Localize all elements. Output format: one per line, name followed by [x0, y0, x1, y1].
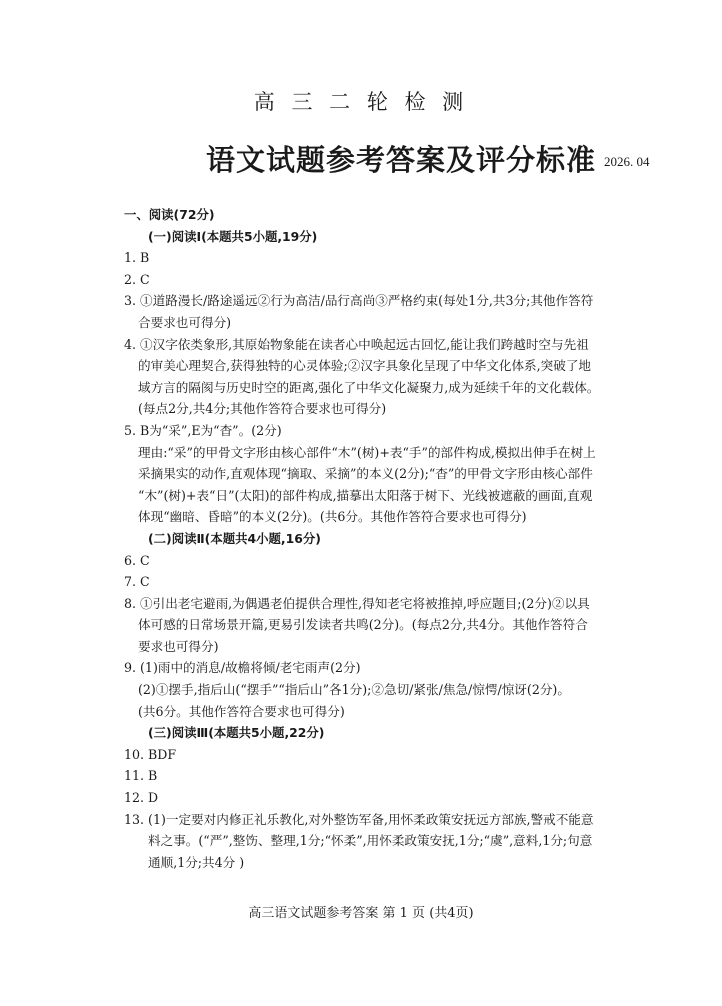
answer-line: 11. B — [124, 768, 158, 784]
exam-date: 2026. 04 — [604, 154, 650, 169]
answer-line: (每点2分,共4分;其他作答符合要求也可得分) — [138, 401, 387, 417]
answer-line: 合要求也可得分) — [138, 314, 232, 330]
exam-subtitle: 高 三 二 轮 检 测 — [253, 90, 469, 114]
subsection-heading: (三)阅读Ⅲ(本题共5小题,22分) — [148, 725, 325, 741]
answer-line: (2)①摆手,指后山(“摆手”“指后山”各1分);②急切/紧张/焦急/惊愕/惊讶(2分)。 — [138, 682, 570, 698]
answer-line: 1. B — [124, 250, 150, 266]
page-footer: 高三语文试题参考答案 第 1 页 (共4页) — [248, 906, 474, 921]
answer-line: 体现“幽暗、昏暗”的本义(2分)。(共6分。其他作答符合要求也可得分) — [138, 509, 527, 525]
answer-line: 5. B为“采”,E为“杳”。(2分) — [124, 422, 282, 438]
answer-line: 4. ①汉字依类象形,其原始物象能在读者心中唤起远古回忆,能让我们跨越时空与先祖 — [124, 336, 589, 352]
answer-line: 12. D — [124, 790, 159, 806]
answer-body — [124, 204, 684, 873]
page-title: 语文试题参考答案及评分标准 — [206, 143, 597, 177]
subsection-heading: (二)阅读Ⅱ(本题共4小题,16分) — [148, 530, 321, 546]
answer-line: 7. C — [124, 574, 150, 590]
answer-line: 料之事。(“严”,整饬、整理,1分;“怀柔”,用怀柔政策安抚,1分;“虞”,意料,1分;句意 — [148, 833, 593, 849]
answer-line: 要求也可得分) — [138, 638, 219, 654]
answer-line: 的审美心理契合,获得独特的心灵体验;②汉字具象化呈现了中华文化体系,突破了地 — [138, 358, 592, 374]
answer-line: 体可感的日常场景开篇,更易引发读者共鸣(2分)。(每点2分,共4分。其他作答符合 — [138, 617, 588, 633]
answer-line: 13. (1)一定要对内修正礼乐教化,对外整饬军备,用怀柔政策安抚远方部族,警戒不能意 — [124, 811, 594, 827]
subsection-heading: (一)阅读Ⅰ(本题共5小题,19分) — [148, 228, 318, 244]
answer-line: 10. BDF — [124, 746, 177, 762]
answer-line: 采摘果实的动作,直观体现“摘取、采摘”的本义(2分);“杳”的甲骨文字形由核心部件 — [138, 466, 593, 482]
answer-line: 8. ①引出老宅避雨,为偶遇老伯提供合理性,得知老宅将被推掉,呼应题目;(2分)②以具 — [124, 595, 590, 611]
answer-line: 9. (1)雨中的消息/故檐将倾/老宅雨声(2分) — [124, 660, 361, 676]
answer-line: 通顺,1分;共4分 ) — [148, 854, 245, 870]
section-heading: 一、阅读(72分) — [124, 207, 215, 222]
answer-line: “木”(树)+表“日”(太阳)的部件构成,描摹出太阳落于树下、光线被遮蔽的画面,直观 — [138, 487, 593, 503]
answer-line: 域方言的隔阂与历史时空的距离,强化了中华文化凝聚力,成为延续千年的文化载体。 — [138, 379, 600, 395]
answer-line: (共6分。其他作答符合要求也可得分) — [138, 703, 345, 719]
answer-line: 3. ①道路漫长/路途遥远②行为高洁/品行高尚③严格约束(每处1分,共3分;其他作答符 — [124, 293, 594, 309]
answer-line: 理由:“采”的甲骨文字形由核心部件“木”(树)+表“手”的部件构成,模拟出伸手在树上 — [138, 444, 596, 460]
answer-line: 6. C — [124, 552, 150, 568]
answer-line: 2. C — [124, 271, 150, 287]
